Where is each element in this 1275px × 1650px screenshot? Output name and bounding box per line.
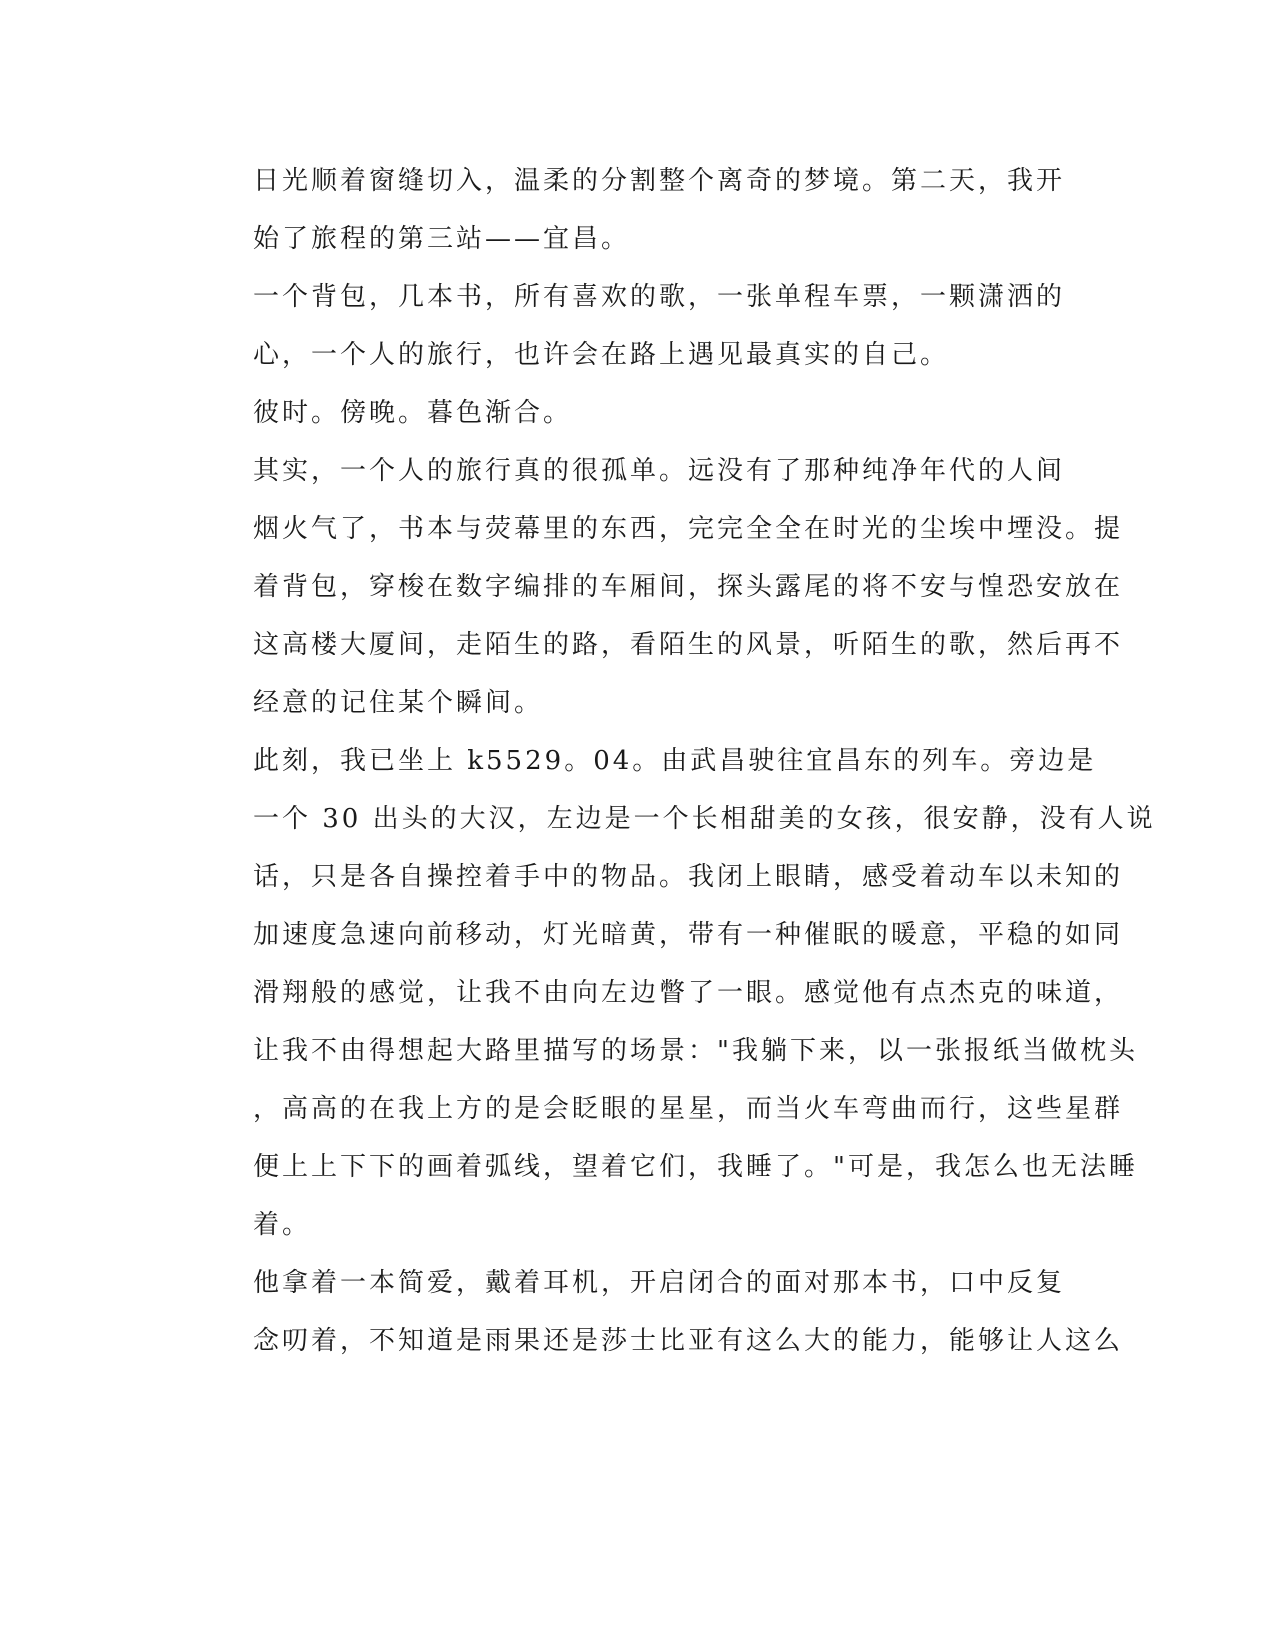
paragraph-2 <box>181 268 1066 384</box>
text-line: 便上上下下的画着弧线，望着它们，我睡了。"可是，我怎么也无法睡 <box>253 1152 1138 1182</box>
text-line: ，高高的在我上方的是会眨眼的星星，而当火车弯曲而行，这些星群 <box>253 1094 1124 1124</box>
text-line: 一个 30 出头的大汉，左边是一个长相甜美的女孩，很安静，没有人说 <box>253 804 1156 834</box>
text-line: 加速度急速向前移动，灯光暗黄，带有一种催眠的暖意，平稳的如同 <box>253 920 1124 950</box>
text-line: 一个背包，几本书，所有喜欢的歌，一张单程车票，一颗潇洒的 <box>253 282 1066 312</box>
text-line: 彼时。傍晚。暮色渐合。 <box>253 398 573 428</box>
text-line: 其实，一个人的旅行真的很孤单。远没有了那种纯净年代的人间 <box>253 456 1066 486</box>
text-line: 这高楼大厦间，走陌生的路，看陌生的风景，听陌生的歌，然后再不 <box>253 630 1124 660</box>
paragraph-5 <box>181 732 1156 1254</box>
paragraph-6 <box>181 1254 1124 1370</box>
text-line: 此刻，我已坐上 k5529。04。由武昌驶往宜昌东的列车。旁边是 <box>253 746 1097 776</box>
paragraph-4 <box>181 442 1124 732</box>
text-line: 着。 <box>253 1210 312 1240</box>
paragraph-1 <box>181 152 1066 268</box>
paragraph-3 <box>181 384 1031 442</box>
text-line: 滑翔般的感觉，让我不由向左边瞥了一眼。感觉他有点杰克的味道， <box>253 978 1124 1008</box>
text-line: 他拿着一本简爱，戴着耳机，开启闭合的面对那本书，口中反复 <box>253 1268 1066 1298</box>
text-line: 心，一个人的旅行，也许会在路上遇见最真实的自己。 <box>253 340 950 370</box>
text-line: 日光顺着窗缝切入，温柔的分割整个离奇的梦境。第二天，我开 <box>253 166 1066 196</box>
text-line: 话，只是各自操控着手中的物品。我闭上眼睛，感受着动车以未知的 <box>253 862 1124 892</box>
document-body <box>181 152 1156 1370</box>
text-line: 烟火气了，书本与荧幕里的东西，完完全全在时光的尘埃中堙没。提 <box>253 514 1124 544</box>
text-line: 经意的记住某个瞬间。 <box>253 688 544 718</box>
text-line: 念叨着，不知道是雨果还是莎士比亚有这么大的能力，能够让人这么 <box>253 1326 1124 1356</box>
text-line: 始了旅程的第三站——宜昌。 <box>253 224 631 254</box>
text-line: 让我不由得想起大路里描写的场景："我躺下来，以一张报纸当做枕头 <box>253 1036 1138 1066</box>
text-line: 着背包，穿梭在数字编排的车厢间，探头露尾的将不安与惶恐安放在 <box>253 572 1124 602</box>
